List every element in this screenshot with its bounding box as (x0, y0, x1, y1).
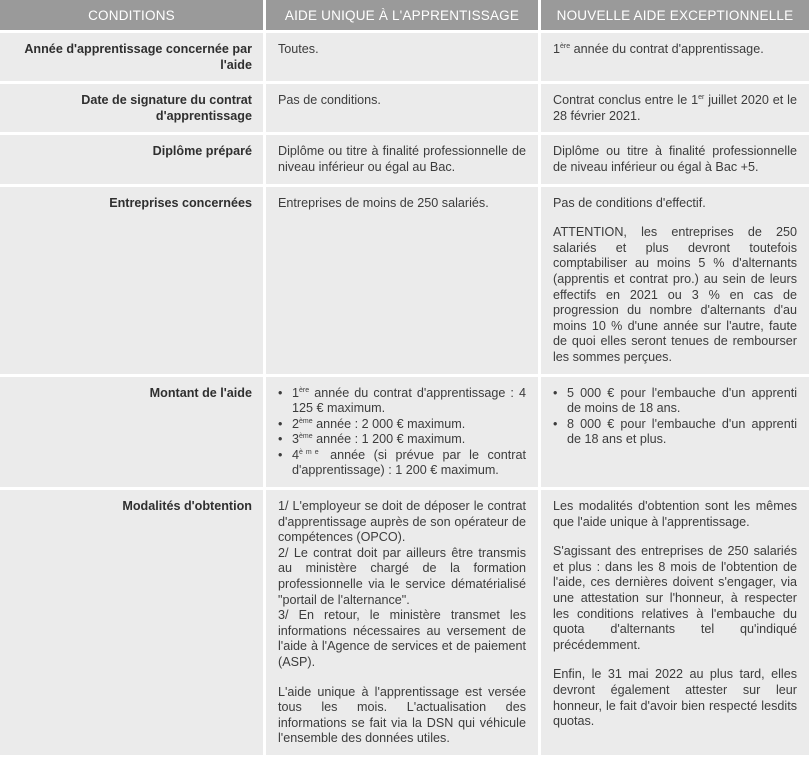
row-label: Montant de l'aide (0, 377, 263, 488)
cell-aide-unique: Diplôme ou titre à finalité professionnelle de niveau inférieur ou égal au Bac. (266, 135, 538, 183)
table-row (0, 33, 809, 81)
table-row (0, 187, 809, 374)
cell-text: juillet 2020 et le 28 février 2021. (553, 93, 797, 123)
cell-paragraph: 3/ En retour, le ministère transmet les informations nécessaires au versement de l'aide à l'Agence de services et de paiement (ASP). (278, 608, 526, 669)
cell-paragraph: S'agissant des entreprises de 250 salariés et plus : dans les 8 mois de l'obtention de l'aide, ces dernières doivent s'engager, via une attestation sur l'honneur, à respecter les conditions relatives à l'embauche du quota d'alternants tel qu'indiqué précédemment. (553, 544, 797, 652)
cell-aide-unique: Toutes. (266, 33, 538, 81)
cell-paragraph: 2/ Le contrat doit par ailleurs être transmis au ministère chargé de la formation professionnelle via le service dématérialisé "portail de l'alternance". (278, 545, 526, 607)
row-label: Date de signature du contrat d'apprentissage (0, 84, 263, 132)
list-item: • 1ère année du contrat d'apprentissage : 4 125 € maximum. (278, 386, 526, 417)
ordinal-suffix: ère (560, 43, 571, 50)
list-item: • 3ème année : 1 200 € maximum. (278, 432, 526, 448)
cell-aide-unique: Pas de conditions. (266, 84, 538, 132)
row-label: Année d'apprentissage concernée par l'aide (0, 33, 263, 81)
amount-list (553, 386, 797, 448)
cell-paragraph: Les modalités d'obtention sont les mêmes que l'aide unique à l'apprentissage. (553, 499, 797, 529)
cell-text: Contrat conclus entre le 1 (553, 93, 699, 108)
cell-paragraph: Enfin, le 31 mai 2022 au plus tard, elles devront également attester sur leur honneur, le fait d'avoir bien respecté lesdits quotas. (553, 667, 797, 729)
list-item: • 5 000 € pour l'embauche d'un apprenti de moins de 18 ans. (553, 386, 797, 417)
cell-nouvelle-aide (541, 377, 809, 488)
cell-aide-unique (266, 377, 538, 488)
cell-text: année du contrat d'apprentissage. (573, 42, 764, 56)
cell-nouvelle-aide (541, 33, 809, 81)
header-row (0, 0, 809, 30)
cell-nouvelle-aide (541, 490, 809, 755)
cell-nouvelle-aide (541, 187, 809, 374)
cell-nouvelle-aide: Diplôme ou titre à finalité professionnelle de niveau inférieur ou égal à Bac +5. (541, 135, 809, 183)
cell-paragraph: Pas de conditions d'effectif. (553, 195, 706, 210)
header-aide-unique: AIDE UNIQUE À L'APPRENTISSAGE (266, 0, 538, 30)
row-label: Diplôme préparé (0, 135, 263, 183)
ordinal-number: 1 (553, 42, 561, 56)
table-row (0, 135, 809, 183)
cell-paragraph: ATTENTION, les entreprises de 250 salariés et plus devront toutefois comptabiliser au moins 5 % d'alternants (apprentis et contrat pro.) au sein de leurs effectifs en 2021 ou 3 % en cas de progression du nombre d'alternants d'au moins 10 % d'une année sur l'autre, faute de quoi elles seront tenues de rembourser les sommes perçues. (553, 225, 797, 364)
header-conditions: CONDITIONS (0, 0, 263, 30)
cell-paragraph: 1/ L'employeur se doit de déposer le contrat d'apprentissage auprès de son opérateur de compétences (OPCO). (278, 499, 526, 545)
row-label: Entreprises concernées (0, 187, 263, 374)
table-row (0, 490, 809, 755)
list-item: • 4ème année (si prévue par le contrat d'apprentissage) : 1 200 € maximum. (278, 448, 526, 479)
cell-paragraph: L'aide unique à l'apprentissage est versée tous les mois. L'actualisation des informations se fait via la DSN qui véhicule l'ensemble des données utiles. (278, 684, 526, 746)
header-nouvelle-aide: NOUVELLE AIDE EXCEPTIONNELLE (541, 0, 809, 30)
list-item: • 2ème année : 2 000 € maximum. (278, 417, 526, 433)
cell-nouvelle-aide (541, 84, 809, 132)
cell-aide-unique (266, 490, 538, 755)
cell-aide-unique: Entreprises de moins de 250 salariés. (266, 187, 538, 374)
list-item: • 8 000 € pour l'embauche d'un apprenti de 18 ans et plus. (553, 417, 797, 448)
amount-list (278, 386, 526, 480)
row-label: Modalités d'obtention (0, 490, 263, 755)
table-row (0, 84, 809, 132)
ordinal-suffix: er (698, 94, 705, 102)
table-row (0, 377, 809, 488)
